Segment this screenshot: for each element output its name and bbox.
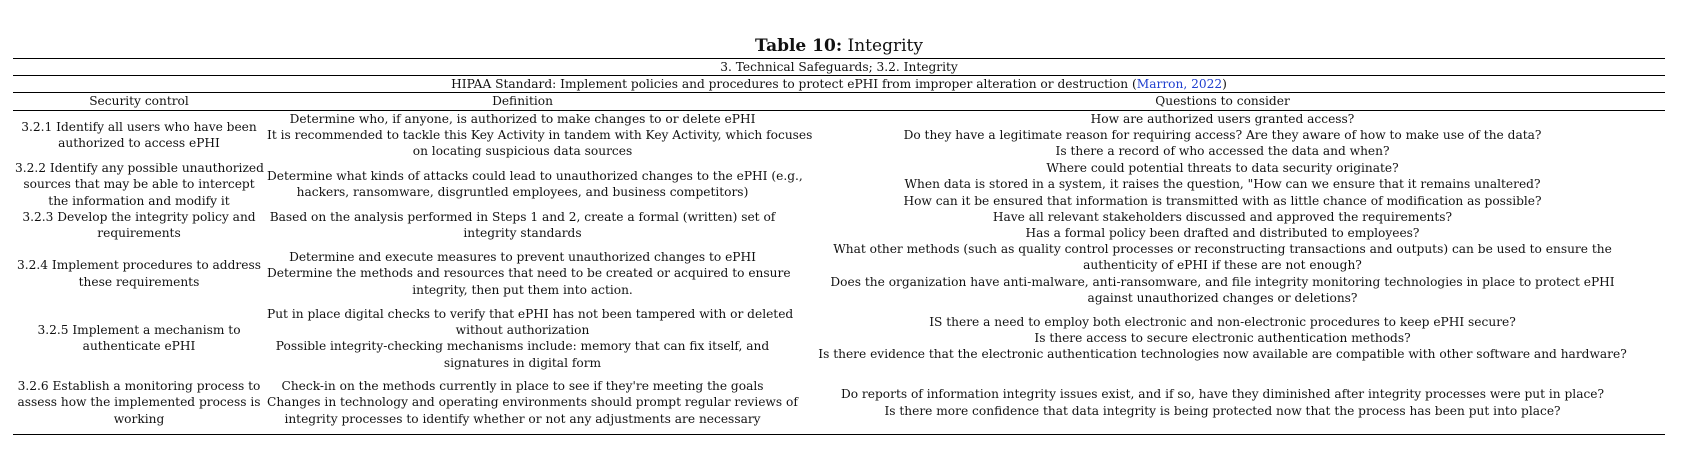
- table-row: [13, 209, 1665, 241]
- column-header-definition: Definition: [492, 94, 553, 109]
- cell-line: 3.2.3 Develop the integrity policy and: [22, 209, 256, 224]
- cell-line: integrity, then put them into action.: [412, 282, 633, 297]
- cell-line: authenticate ePHI: [82, 339, 196, 354]
- cell-line: IS there a need to employ both electronic and non-electronic procedures to keep ePHI secure?: [929, 315, 1516, 330]
- table-row: [13, 306, 1665, 371]
- cell-line: working: [113, 411, 165, 426]
- table-row: [13, 160, 1665, 209]
- cell-line: 3.2.6 Establish a monitoring process to: [17, 379, 261, 394]
- cell-line: these requirements: [78, 274, 200, 289]
- cell-line: 3.2.2 Identify any possible unauthorized: [15, 161, 264, 176]
- integrity-table: [13, 58, 1665, 435]
- cell-line: 3.2.1 Identify all users who have been: [21, 120, 257, 135]
- cell-line: Have all relevant stakeholders discussed and approved the requirements?: [992, 209, 1453, 224]
- cell-line: How are authorized users granted access?: [1090, 112, 1355, 127]
- questions-cell: [780, 160, 1665, 209]
- cell-line: sources that may be able to intercept: [23, 177, 255, 192]
- definition-cell: [265, 241, 791, 306]
- cell-line: Possible integrity-checking mechanisms include: memory that can fix itself, and: [275, 339, 770, 354]
- cell-line: What other methods (such as quality control processes or reconstructing transactions and outputs) can be used to ensure the: [833, 242, 1612, 257]
- definition-cell: [265, 110, 813, 160]
- cell-line: Is there evidence that the electronic authentication technologies now available are compatible with other software and hardware?: [818, 347, 1627, 362]
- cell-line: Has a formal policy been drafted and distributed to employees?: [1025, 225, 1420, 240]
- security-control-cell: [13, 209, 265, 241]
- cell-line: When data is stored in a system, it raises the question, "How can we ensure that it remains unaltered?: [904, 177, 1541, 192]
- cell-line: assess how the implemented process is: [17, 395, 261, 410]
- cell-line: Is there access to secure electronic authentication methods?: [1034, 331, 1411, 346]
- hipaa-standard: [13, 76, 1665, 93]
- questions-cell: [780, 241, 1665, 306]
- table-container: [13, 36, 1665, 435]
- cell-line: Put in place digital checks to verify that ePHI has not been tampered with or deleted: [267, 306, 794, 321]
- questions-cell: [780, 110, 1665, 160]
- cell-line: It is recommended to tackle this Key Activity in tandem with Key Activity, which focuses: [267, 128, 813, 143]
- standard-text: HIPAA Standard: Implement policies and procedures to protect ePHI from improper alteration or destruction (: [451, 77, 1137, 92]
- table-caption: [13, 36, 1665, 58]
- cell-line: without authorization: [455, 323, 590, 338]
- security-control-cell: [13, 371, 265, 435]
- cell-line: Is there a record of who accessed the data and when?: [1055, 144, 1390, 159]
- questions-cell: [780, 306, 1665, 371]
- definition-cell: [265, 160, 803, 209]
- cell-line: Do they have a legitimate reason for requiring access? Are they aware of how to make use of the data?: [903, 128, 1542, 143]
- cell-line: 3.2.4 Implement procedures to address: [17, 258, 261, 273]
- cell-line: hackers, ransomware, disgruntled employees, and business competitors): [296, 185, 749, 200]
- citation-link[interactable]: Marron, 2022: [1136, 77, 1223, 92]
- cell-line: Does the organization have anti-malware, anti-ransomware, and file integrity monitoring technologies in place to protect ePHI: [830, 274, 1615, 289]
- cell-line: authenticity of ePHI if these are not enough?: [1083, 258, 1362, 273]
- cell-line: Changes in technology and operating environments should prompt regular reviews of: [267, 395, 798, 410]
- standard-row: [13, 76, 1665, 93]
- cell-line: Do reports of information integrity issues exist, and if so, have they diminished after integrity processes were put in place?: [840, 387, 1605, 402]
- cell-line: the information and modify it: [48, 193, 230, 208]
- cell-line: Determine what kinds of attacks could lead to unauthorized changes to the ePHI (e.g.,: [267, 169, 803, 184]
- security-control-cell: [13, 306, 265, 371]
- caption-title: Integrity: [842, 36, 923, 56]
- column-header-security-control: Security control: [89, 94, 189, 109]
- definition-cell: [265, 371, 798, 435]
- security-control-cell: [13, 110, 265, 160]
- cell-line: Where could potential threats to data security originate?: [1046, 161, 1399, 176]
- cell-line: Determine the methods and resources that need to be created or acquired to ensure: [267, 266, 791, 281]
- table-row: [13, 371, 1665, 435]
- cell-line: Check-in on the methods currently in place to see if they're meeting the goals: [281, 379, 764, 394]
- cell-line: requirements: [97, 225, 181, 240]
- standard-suffix: ): [1222, 77, 1227, 92]
- security-control-cell: [13, 241, 265, 306]
- subheader-row: [13, 59, 1665, 76]
- table-body: [13, 110, 1665, 435]
- column-header-row: [13, 93, 1665, 110]
- subheader: 3. Technical Safeguards; 3.2. Integrity: [720, 60, 958, 74]
- cell-line: against unauthorized changes or deletions?: [1087, 290, 1358, 305]
- cell-line: Determine and execute measures to prevent unauthorized changes to ePHI: [289, 250, 756, 265]
- cell-line: How can it be ensured that information is transmitted with as little chance of modification as possible?: [903, 193, 1542, 208]
- cell-line: Based on the analysis performed in Steps 1 and 2, create a formal (written) set of: [269, 209, 776, 224]
- cell-line: integrity processes to identify whether or not any adjustments are necessary: [284, 411, 761, 426]
- column-header-questions: Questions to consider: [1155, 94, 1290, 109]
- cell-line: authorized to access ePHI: [58, 136, 220, 151]
- cell-line: Determine who, if anyone, is authorized to make changes to or delete ePHI: [289, 112, 756, 127]
- cell-line: signatures in digital form: [443, 355, 602, 370]
- cell-line: Is there more confidence that data integrity is being protected now that the process has been put into place?: [884, 403, 1561, 418]
- questions-cell: [780, 209, 1665, 241]
- questions-cell: [780, 371, 1665, 435]
- cell-line: 3.2.5 Implement a mechanism to: [37, 323, 241, 338]
- security-control-cell: [13, 160, 265, 209]
- caption-label: Table 10:: [755, 36, 843, 56]
- cell-line: on locating suspicious data sources: [412, 144, 633, 159]
- table-row: [13, 241, 1665, 306]
- table-row: [13, 110, 1665, 160]
- definition-cell: [265, 306, 794, 371]
- definition-cell: [265, 209, 780, 241]
- cell-line: integrity standards: [463, 225, 582, 240]
